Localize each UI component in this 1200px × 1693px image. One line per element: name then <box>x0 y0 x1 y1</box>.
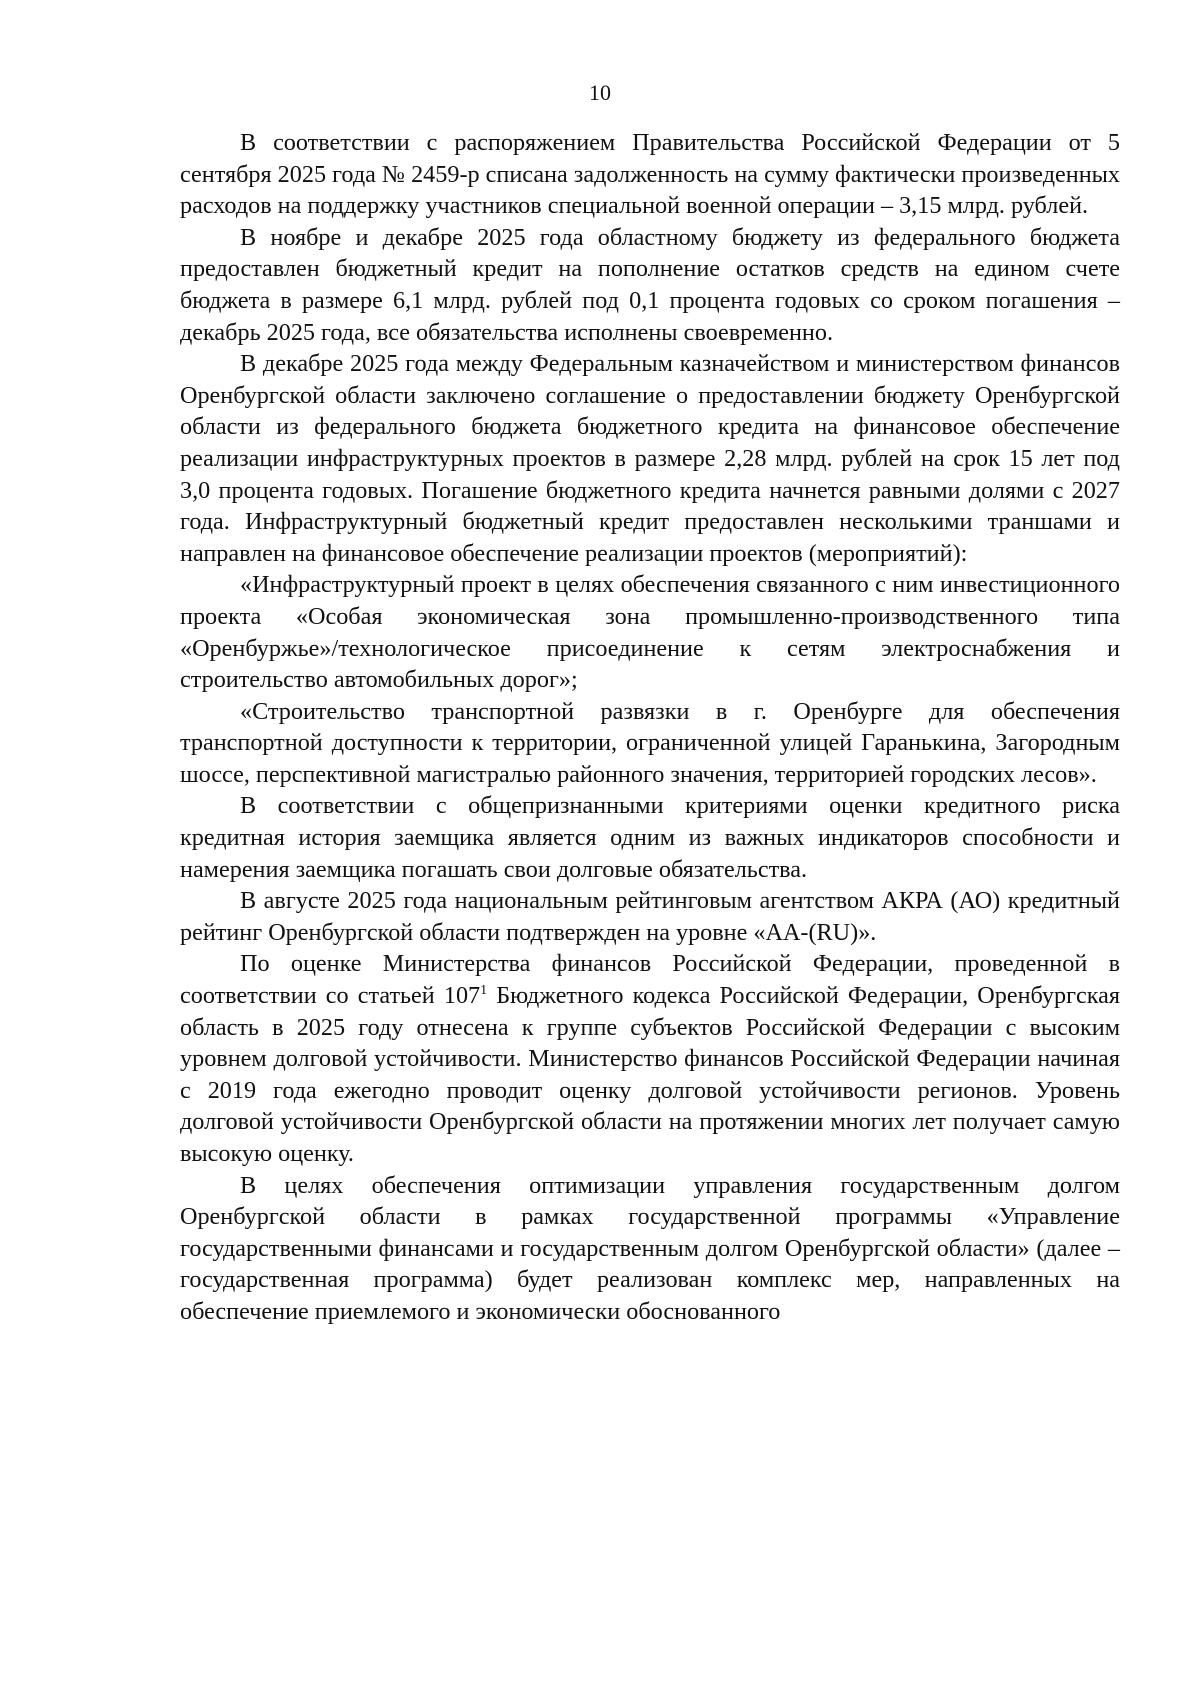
paragraph-budget-credit: В ноябре и декабре 2025 года областному бюджету из федерального бюджета предоставлен бюджетный кредит на пополнение остатков средств на едином счете бюджета в размере 6,1 млрд. рублей под 0,1 процента годовых со сроком погашения – декабрь 2025 года, все обязательства исполнены своевременно. <box>180 223 1120 346</box>
paragraph-project-interchange: «Строительство транспортной развязки в г. Оренбурге для обеспечения транспортной доступности к территории, ограниченной улицей Гаранькина, Загородным шоссе, перспективной магистралью районного значения, территорией городских лесов». <box>180 697 1120 788</box>
paragraph-debt-management: В целях обеспечения оптимизации управления государственным долгом Оренбургской области в рамках государственной программы «Управление государственными финансами и государственным долгом Оренбургской области» (далее – государственная программа) будет реализован комплекс мер, направленных на обеспечение приемлемого и экономически обоснованного <box>180 1171 1120 1325</box>
paragraph-project-oez: «Инфраструктурный проект в целях обеспечения связанного с ним инвестиционного проекта «Особая экономическая зона промышленно-производственного типа «Оренбуржье»/технологическое присоединение к сетям электроснабжения и строительство автомобильных дорог»; <box>180 571 1120 694</box>
paragraph-writeoff: В соответствии с распоряжением Правительства Российской Федерации от 5 сентября 2025 года № 2459-р списана задолженность на сумму фактически произведенных расходов на поддержку участников специальной военной операции – 3,15 млрд. рублей. <box>180 129 1120 220</box>
document-body <box>180 127 1120 1328</box>
paragraph-rating: В августе 2025 года национальным рейтинговым агентством АКРА (АО) кредитный рейтинг Оренбургской области подтвержден на уровне «АА-(RU)». <box>180 887 1120 946</box>
paragraph-debt-sustainability-end: Бюджетного кодекса Российской Федерации, Оренбургская область в 2025 году отнесена к группе субъектов Российской Федерации с высоким уровнем долговой устойчивости. Министерство финансов Российской Федерации начиная с 2019 года ежегодно проводит оценку долговой устойчивости регионов. Уровень долговой устойчивости Оренбургской области на протяжении многих лет получает самую высокую оценку. <box>180 982 1120 1167</box>
paragraph-infrastructure-credit: В декабре 2025 года между Федеральным казначейством и министерством финансов Оренбургской области заключено соглашение о предоставлении бюджету Оренбургской области из федерального бюджета бюджетного кредита на финансовое обеспечение реализации инфраструктурных проектов в размере 2,28 млрд. рублей на срок 15 лет под 3,0 процента годовых. Погашение бюджетного кредита начнется равными долями с 2027 года. Инфраструктурный бюджетный кредит предоставлен несколькими траншами и направлен на финансовое обеспечение реализации проектов (мероприятий): <box>180 350 1120 567</box>
paragraph-credit-risk: В соответствии с общепризнанными критериями оценки кредитного риска кредитная история заемщика является одним из важных индикаторов способности и намерения заемщика погашать свои долговые обязательства. <box>180 792 1120 883</box>
paragraph-debt-sustainability-start: По оценке Министерства финансов Российской Федерации, проведенной в соответствии со статьей 107 <box>180 950 1120 1010</box>
page-number: 10 <box>589 80 611 105</box>
paragraph-debt-sustainability <box>180 948 1120 1169</box>
article-superscript: 1 <box>480 982 488 998</box>
